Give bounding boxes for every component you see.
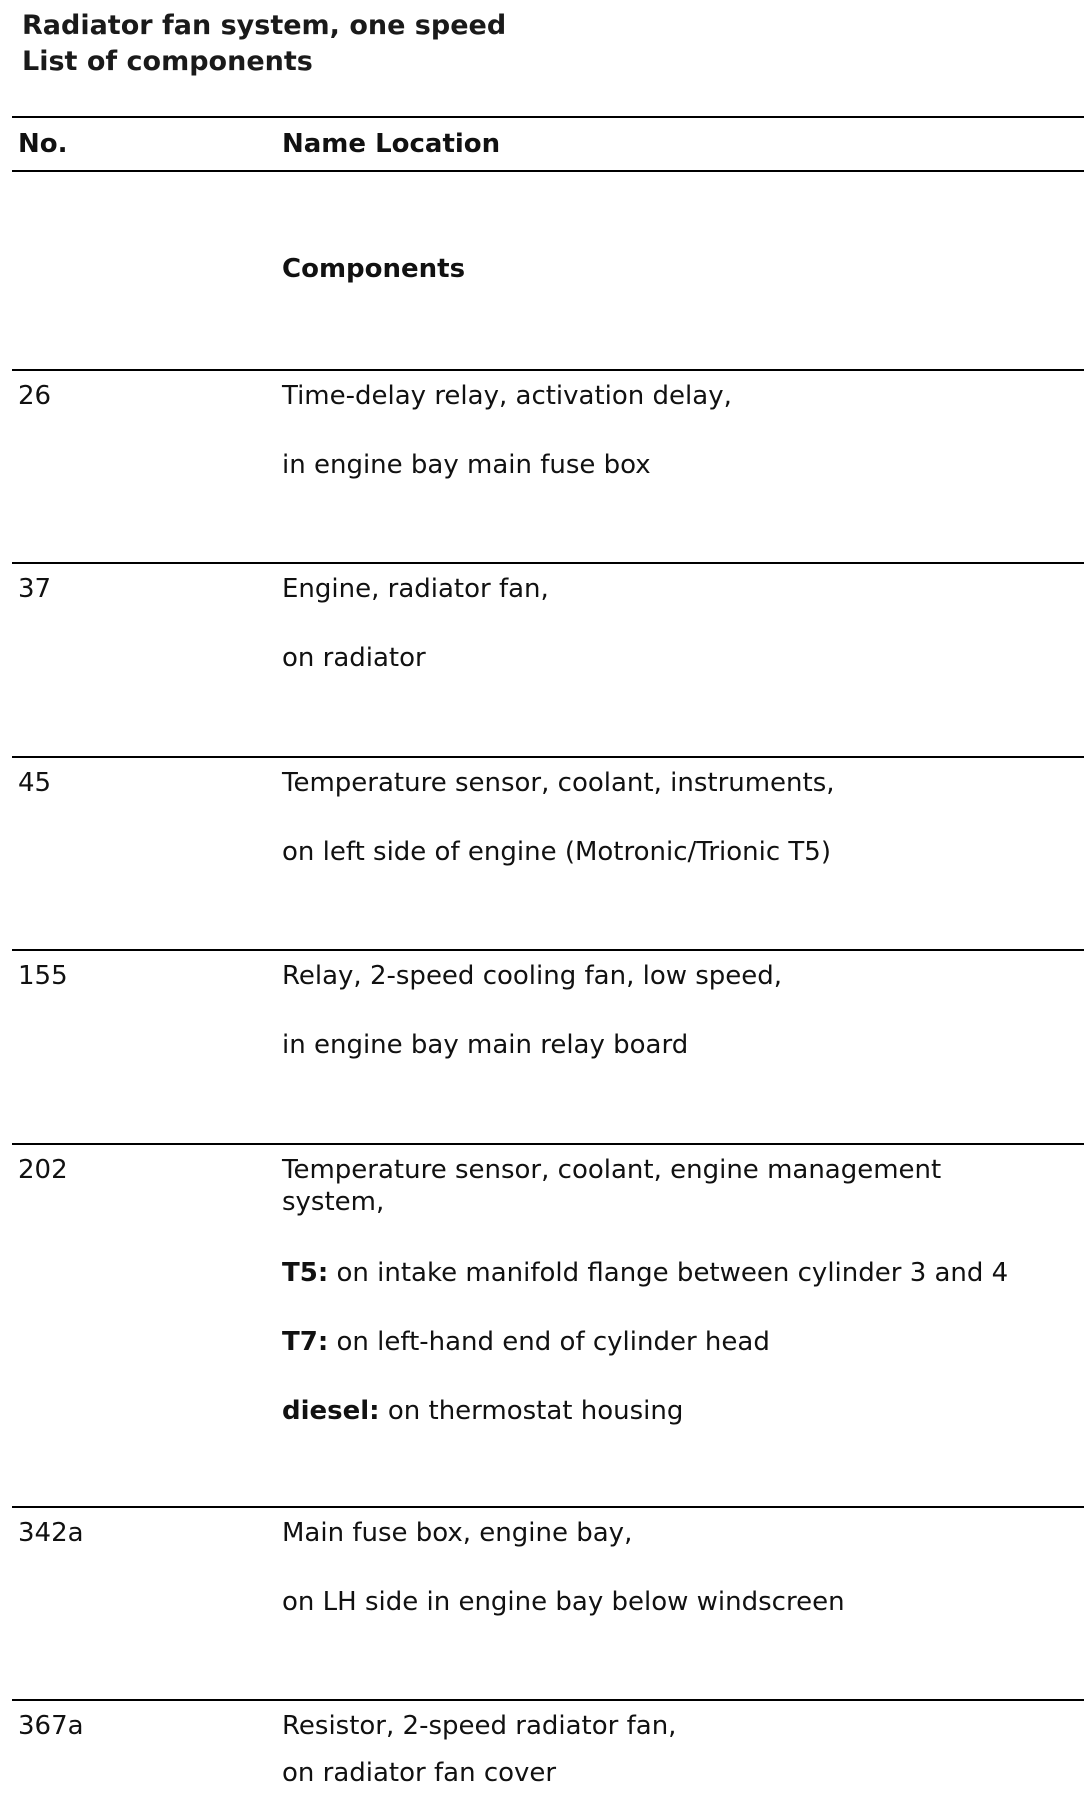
title-line-2: List of components [22,46,313,77]
component-name: Resistor, 2-speed radiator fan, [282,1711,677,1741]
location-text: on left-hand end of cylinder head [328,1327,770,1357]
component-name: Relay, 2-speed cooling fan, low speed, [282,961,783,991]
component-location: on LH side in engine bay below windscreen [282,1587,845,1617]
row-divider [12,1143,1084,1145]
header-top-rule [12,116,1084,118]
component-name: Time-delay relay, activation delay, [282,381,732,411]
component-name: Temperature sensor, coolant, instruments, [282,768,835,798]
document-title [22,8,506,80]
row-divider [12,756,1084,758]
location-label: T5: [282,1258,329,1288]
row-number: 37 [18,574,52,604]
component-location: on radiator fan cover [282,1758,557,1788]
component-location: on left side of engine (Motronic/Trionic T5) [282,837,831,867]
component-location [282,1395,1072,1427]
row-divider [12,949,1084,951]
row-number: 367a [18,1711,84,1741]
component-location [282,1326,1072,1358]
row-divider [12,1506,1084,1508]
row-number: 342a [18,1518,84,1548]
location-label: T7: [282,1327,329,1357]
section-heading: Components [282,254,466,284]
row-number: 155 [18,961,68,991]
component-location: on radiator [282,643,426,673]
component-location: in engine bay main relay board [282,1030,689,1060]
component-name: Main fuse box, engine bay, [282,1518,633,1548]
row-divider [12,369,1084,371]
row-divider [12,1699,1084,1701]
component-location: in engine bay main fuse box [282,450,651,480]
column-header-no: No. [18,129,68,159]
component-name: Temperature sensor, coolant, engine management system, [282,1155,942,1217]
row-number: 45 [18,768,52,798]
location-text: on thermostat housing [379,1396,684,1426]
location-label: diesel: [282,1396,380,1426]
location-text: on intake manifold flange between cylinder 3 and 4 [328,1258,1009,1288]
component-name: Engine, radiator fan, [282,574,549,604]
title-line-1: Radiator fan system, one speed [22,10,507,41]
header-bottom-rule [12,170,1084,172]
row-divider [12,562,1084,564]
component-location [282,1257,1072,1289]
row-number: 202 [18,1155,68,1185]
row-number: 26 [18,381,52,411]
column-header-name-location: Name Location [282,129,501,159]
